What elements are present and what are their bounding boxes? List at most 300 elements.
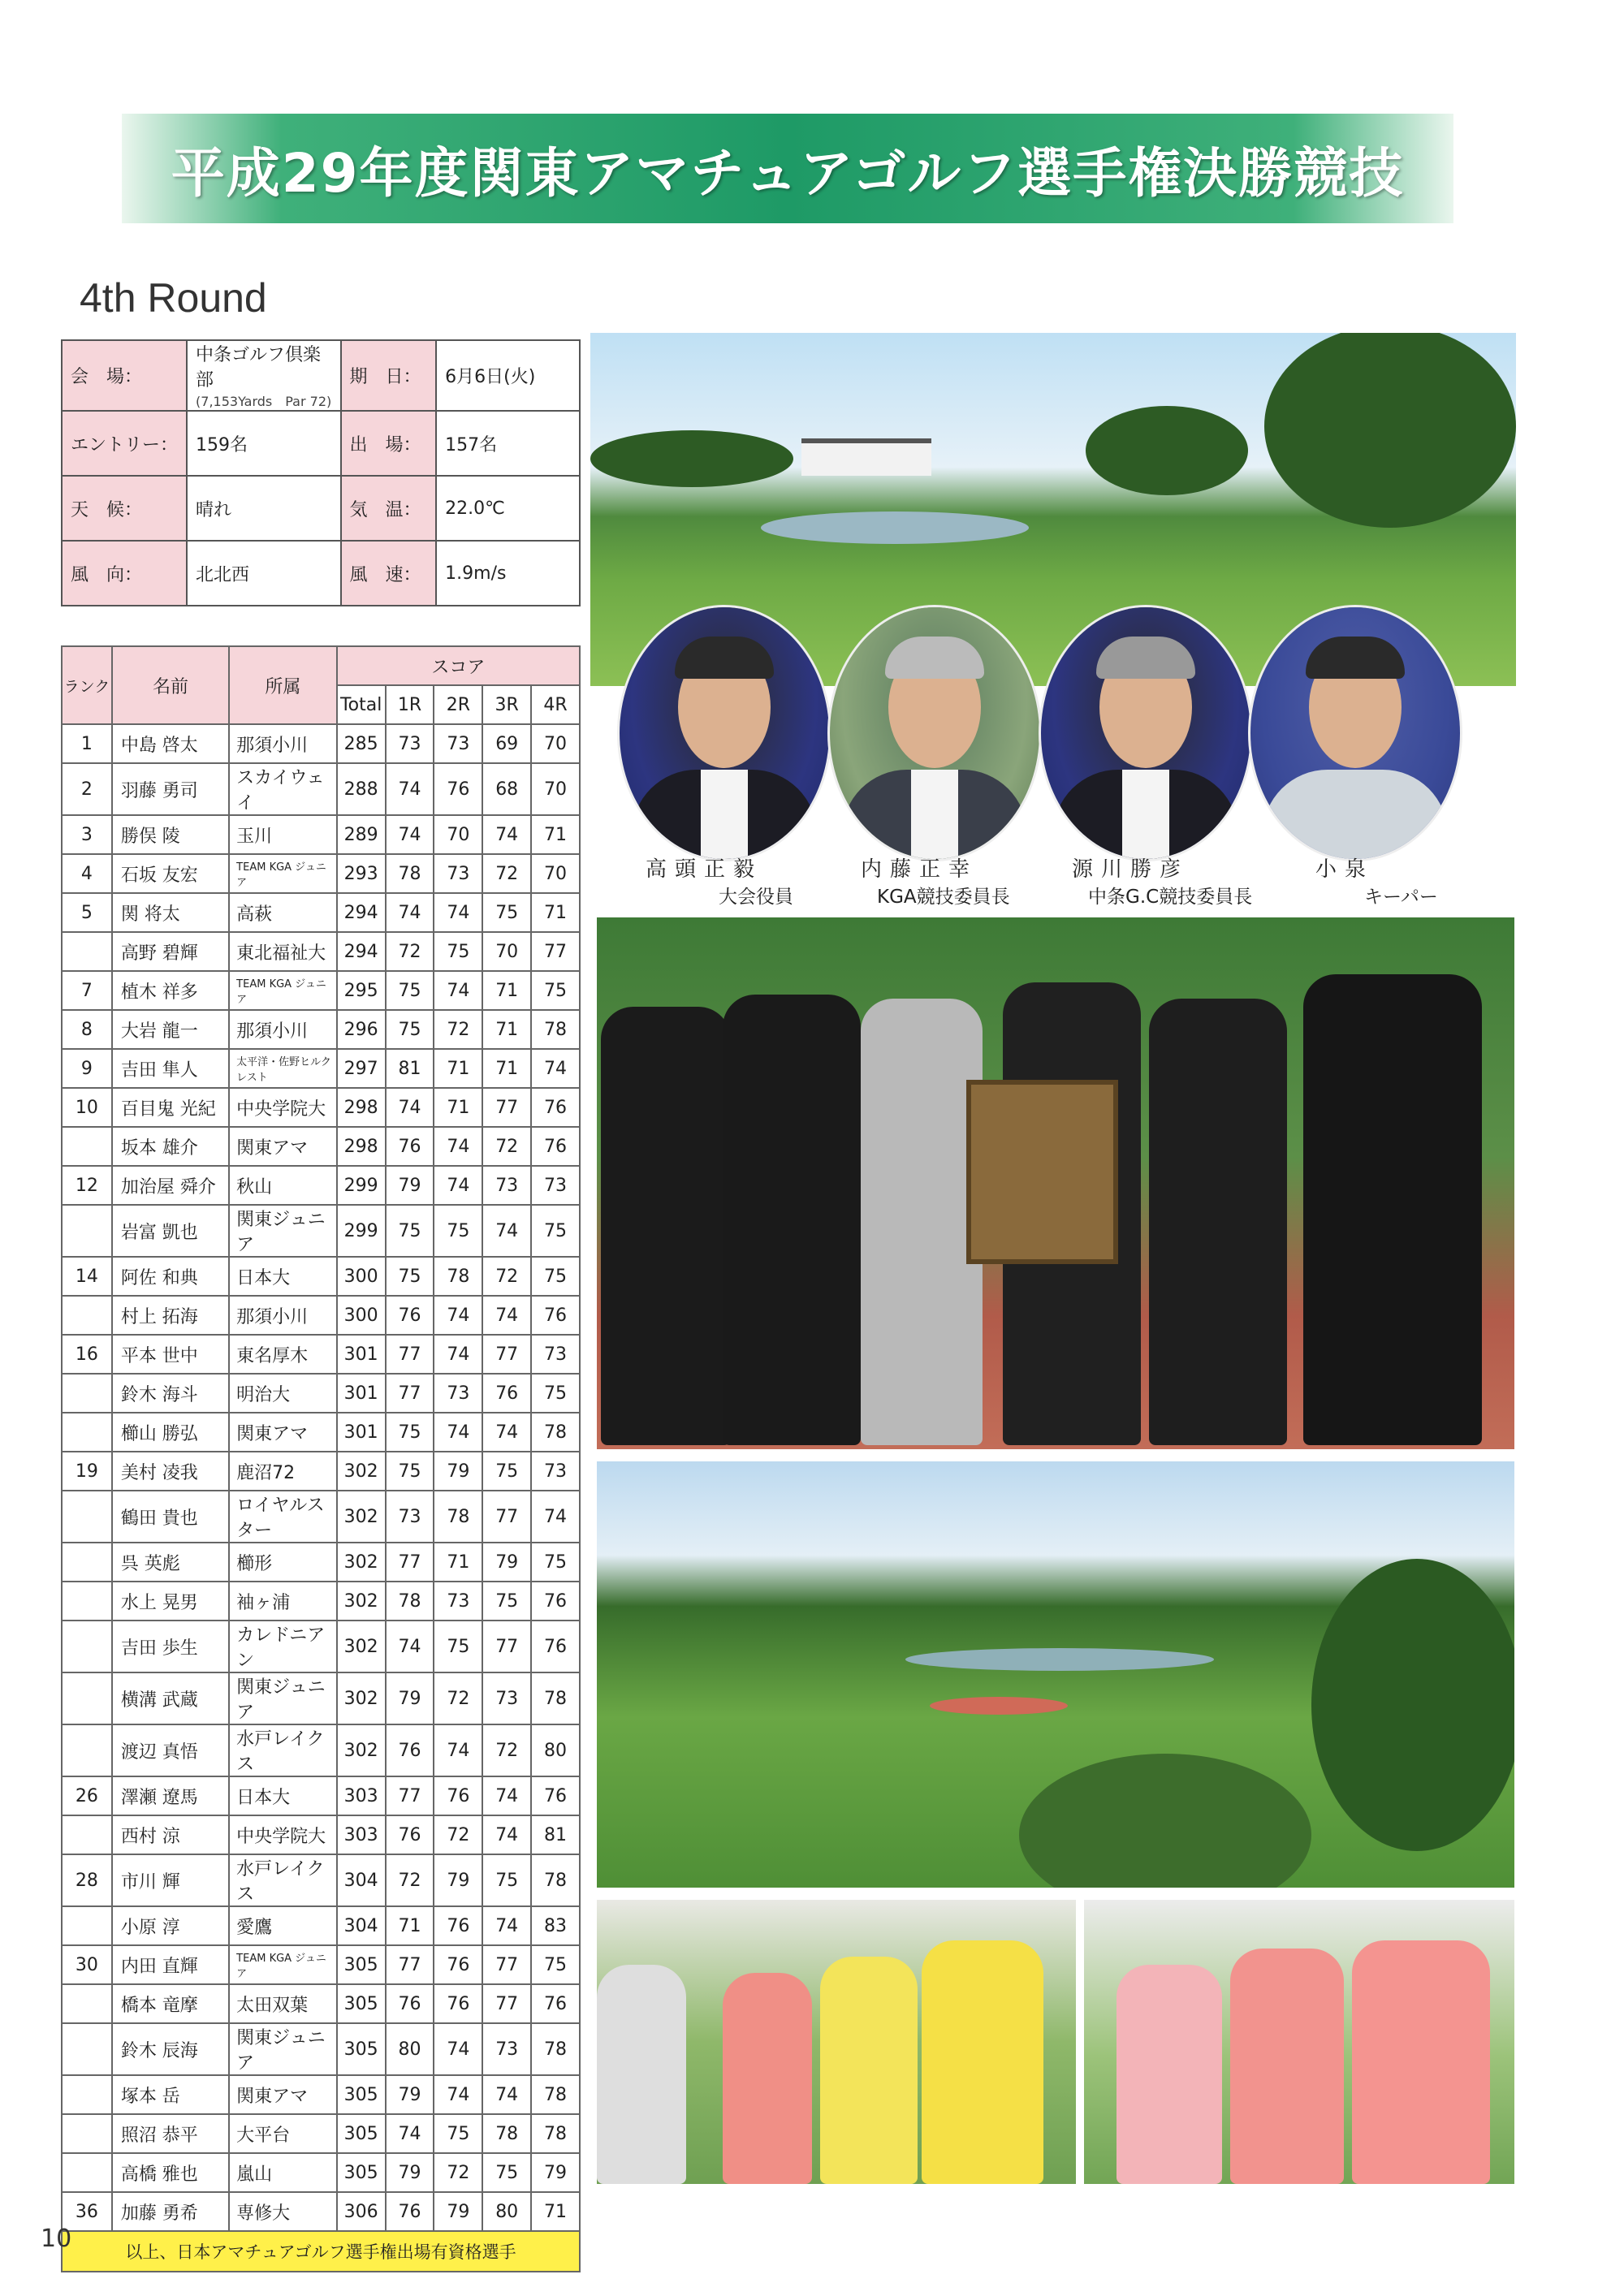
r2-cell: 74 (434, 1166, 482, 1205)
rank-cell (62, 1672, 112, 1724)
table-row (62, 2192, 580, 2231)
r2-cell: 75 (434, 1621, 482, 1672)
total-cell: 297 (337, 1049, 386, 1088)
affiliation-cell: 関東アマ (229, 1413, 337, 1452)
player-name-cell: 石坂 友宏 (112, 854, 229, 893)
rank-cell: 30 (62, 1945, 112, 1984)
r4-cell: 81 (531, 1815, 580, 1854)
r4-cell: 71 (531, 2192, 580, 2231)
player-name-cell: 美村 凌我 (112, 1452, 229, 1491)
total-cell: 294 (337, 932, 386, 971)
player-name-cell: 吉田 隼人 (112, 1049, 229, 1088)
rank-cell: 3 (62, 815, 112, 854)
official-1-name: 高頭正毅 (646, 857, 763, 882)
player-figure (723, 1973, 812, 2184)
rank-cell: 28 (62, 1854, 112, 1906)
r1-cell: 74 (386, 2114, 434, 2153)
affiliation-cell: 関東ジュニア (229, 1672, 337, 1724)
player-name-cell: 阿佐 和典 (112, 1257, 229, 1296)
r2-cell: 74 (434, 2075, 482, 2114)
table-row (62, 2153, 580, 2192)
r1-cell: 77 (386, 1335, 434, 1374)
results-table (61, 645, 581, 2272)
r2-cell: 75 (434, 1205, 482, 1257)
r2-cell: 72 (434, 1672, 482, 1724)
official-photo-2 (830, 607, 1039, 859)
r3-cell: 75 (482, 1582, 531, 1621)
rank-cell: 2 (62, 763, 112, 815)
player-name-cell: 鶴田 貴也 (112, 1491, 229, 1543)
table-row (62, 763, 580, 815)
table-row (62, 1724, 580, 1776)
total-cell: 300 (337, 1257, 386, 1296)
total-cell: 301 (337, 1335, 386, 1374)
player-name-cell: 加治屋 舜介 (112, 1166, 229, 1205)
player-name-cell: 吉田 歩生 (112, 1621, 229, 1672)
r4-cell: 80 (531, 1724, 580, 1776)
total-cell: 299 (337, 1166, 386, 1205)
r2-cell: 76 (434, 1945, 482, 1984)
official-3-name: 源川勝彦 (1072, 857, 1190, 882)
table-row (62, 724, 580, 763)
r4-header: 4R (531, 685, 580, 724)
wind-speed-value: 1.9m/s (436, 541, 580, 606)
r4-cell: 76 (531, 1296, 580, 1335)
r4-cell: 75 (531, 1257, 580, 1296)
r4-cell: 76 (531, 1621, 580, 1672)
rank-cell: 14 (62, 1257, 112, 1296)
r4-cell: 83 (531, 1906, 580, 1945)
r3-cell: 79 (482, 1543, 531, 1582)
player-name-cell: 坂本 雄介 (112, 1127, 229, 1166)
affiliation-cell: 秋山 (229, 1166, 337, 1205)
shirt-shape (1122, 770, 1169, 859)
r2-cell: 72 (434, 1010, 482, 1049)
affiliation-cell: 日本大 (229, 1776, 337, 1815)
r2-cell: 74 (434, 1127, 482, 1166)
r3-cell: 75 (482, 1452, 531, 1491)
r4-cell: 78 (531, 1413, 580, 1452)
player-name-cell: 横溝 武蔵 (112, 1672, 229, 1724)
rank-cell (62, 1413, 112, 1452)
player-name-cell: 照沼 恭平 (112, 2114, 229, 2153)
date-label: 期 日： (341, 340, 437, 411)
shirt-shape (911, 770, 958, 859)
entry-label: エントリー： (62, 411, 187, 476)
r1-cell: 74 (386, 893, 434, 932)
r3-cell: 72 (482, 854, 531, 893)
total-cell: 300 (337, 1296, 386, 1335)
rank-cell (62, 932, 112, 971)
total-cell: 305 (337, 1945, 386, 1984)
rank-cell (62, 2114, 112, 2153)
r4-cell: 74 (531, 1049, 580, 1088)
r4-cell: 75 (531, 1945, 580, 1984)
player-name-cell: 勝俣 陵 (112, 815, 229, 854)
player-name-cell: 鈴木 海斗 (112, 1374, 229, 1413)
wind-direction-label: 風 向： (62, 541, 187, 606)
player-name-cell: 水上 晃男 (112, 1582, 229, 1621)
r2-cell: 71 (434, 1543, 482, 1582)
r1-cell: 78 (386, 1582, 434, 1621)
affiliation-cell: 愛鷹 (229, 1906, 337, 1945)
r1-cell: 77 (386, 1543, 434, 1582)
affiliation-cell: ロイヤルスター (229, 1491, 337, 1543)
tree-shape (1264, 333, 1516, 528)
r4-cell: 75 (531, 1374, 580, 1413)
affiliation-cell: 袖ヶ浦 (229, 1582, 337, 1621)
name-header: 名前 (112, 646, 229, 724)
table-row (62, 1049, 580, 1088)
player-figure (1116, 1965, 1222, 2184)
r3-cell: 69 (482, 724, 531, 763)
r4-cell: 71 (531, 815, 580, 854)
total-cell: 296 (337, 1010, 386, 1049)
r1-cell: 76 (386, 1296, 434, 1335)
r4-cell: 70 (531, 763, 580, 815)
affiliation-cell: 大平台 (229, 2114, 337, 2153)
affiliation-cell: 専修大 (229, 2192, 337, 2231)
player-name-cell: 渡辺 真悟 (112, 1724, 229, 1776)
r4-cell: 73 (531, 1166, 580, 1205)
r1-cell: 76 (386, 1127, 434, 1166)
r3-cell: 71 (482, 971, 531, 1010)
r3-cell: 77 (482, 1945, 531, 1984)
r4-cell: 70 (531, 854, 580, 893)
affiliation-cell: 東北福祉大 (229, 932, 337, 971)
official-3-role: 中条G.C競技委員長 (1088, 887, 1253, 908)
table-row (62, 1088, 580, 1127)
suit-shape (1263, 770, 1448, 859)
r2-cell: 72 (434, 1815, 482, 1854)
trophy-plaque (966, 1080, 1118, 1264)
affiliation-cell: 明治大 (229, 1374, 337, 1413)
r2-cell: 74 (434, 1724, 482, 1776)
r2-cell: 76 (434, 1984, 482, 2023)
player-name-cell: 内田 直輝 (112, 1945, 229, 1984)
affiliation-cell: 日本大 (229, 1257, 337, 1296)
rank-cell (62, 1543, 112, 1582)
wind-speed-label: 風 速： (341, 541, 437, 606)
r4-cell: 76 (531, 1127, 580, 1166)
total-cell: 304 (337, 1854, 386, 1906)
r3-cell: 72 (482, 1724, 531, 1776)
table-row (62, 1335, 580, 1374)
rank-cell (62, 2075, 112, 2114)
player-name-cell: 高橋 雅也 (112, 2153, 229, 2192)
player-figure (1352, 1940, 1490, 2184)
r1-cell: 75 (386, 1413, 434, 1452)
r1-cell: 74 (386, 1088, 434, 1127)
r3-cell: 71 (482, 1049, 531, 1088)
r3-cell: 71 (482, 1010, 531, 1049)
player-name-cell: 村上 拓海 (112, 1296, 229, 1335)
rank-cell (62, 1205, 112, 1257)
r4-cell: 78 (531, 1672, 580, 1724)
total-cell: 305 (337, 2075, 386, 2114)
total-cell: 293 (337, 854, 386, 893)
table-row (62, 1257, 580, 1296)
player-name-cell: 鈴木 辰海 (112, 2023, 229, 2075)
affiliation-cell: 関東アマ (229, 2075, 337, 2114)
r1-cell: 76 (386, 1724, 434, 1776)
r4-cell: 73 (531, 1452, 580, 1491)
table-row (62, 815, 580, 854)
total-cell: 305 (337, 2114, 386, 2153)
player-name-cell: 関 将太 (112, 893, 229, 932)
r2-cell: 78 (434, 1491, 482, 1543)
affiliation-cell: 那須小川 (229, 1296, 337, 1335)
affiliation-cell: 高萩 (229, 893, 337, 932)
r1-cell: 76 (386, 1815, 434, 1854)
official-2-name: 内藤正幸 (861, 857, 978, 882)
official-photo-1 (620, 607, 829, 859)
total-cell: 306 (337, 2192, 386, 2231)
total-cell: 302 (337, 1452, 386, 1491)
player-name-cell: 岩富 凱也 (112, 1205, 229, 1257)
rank-cell: 8 (62, 1010, 112, 1049)
r2-cell: 76 (434, 1776, 482, 1815)
total-cell: 302 (337, 1582, 386, 1621)
r1-cell: 75 (386, 971, 434, 1010)
table-row (62, 1854, 580, 1906)
table-row (62, 1205, 580, 1257)
official-photo-4 (1250, 607, 1460, 859)
player-name-cell: 西村 涼 (112, 1815, 229, 1854)
entry-value: 159名 (187, 411, 340, 476)
table-row (62, 1776, 580, 1815)
course-photo-fairway (597, 1461, 1514, 1888)
total-header: Total (337, 685, 386, 724)
r1-cell: 74 (386, 763, 434, 815)
rank-header: ランク (62, 646, 112, 724)
results-body (62, 724, 580, 2231)
r2-cell: 74 (434, 971, 482, 1010)
affiliation-cell: 中央学院大 (229, 1815, 337, 1854)
total-cell: 305 (337, 2023, 386, 2075)
page-title: 平成29年度関東アマチュアゴルフ選手権決勝競技 (171, 142, 1405, 205)
total-cell: 302 (337, 1491, 386, 1543)
rank-cell: 7 (62, 971, 112, 1010)
r3-cell: 77 (482, 1621, 531, 1672)
table-row (62, 854, 580, 893)
rank-cell (62, 1906, 112, 1945)
r3-cell: 77 (482, 1491, 531, 1543)
affiliation-cell: 水戸レイクス (229, 1854, 337, 1906)
r4-cell: 76 (531, 1088, 580, 1127)
r2-cell: 75 (434, 2114, 482, 2153)
table-row (62, 1491, 580, 1543)
r2-cell: 71 (434, 1088, 482, 1127)
r2-cell: 73 (434, 854, 482, 893)
player-name-cell: 中島 啓太 (112, 724, 229, 763)
player-name-cell: 平本 世中 (112, 1335, 229, 1374)
r3-cell: 72 (482, 1257, 531, 1296)
player-figure (1149, 999, 1287, 1445)
r4-cell: 76 (531, 1776, 580, 1815)
total-cell: 294 (337, 893, 386, 932)
rank-cell (62, 1621, 112, 1672)
r4-cell: 78 (531, 2075, 580, 2114)
table-row (62, 932, 580, 971)
players-photo-1 (597, 1900, 1076, 2184)
affiliation-cell: 太平洋・佐野ヒルクレスト (229, 1049, 337, 1088)
r1-cell: 75 (386, 1257, 434, 1296)
rank-cell (62, 1127, 112, 1166)
rank-cell: 9 (62, 1049, 112, 1088)
table-row (62, 971, 580, 1010)
hair-shape (885, 637, 984, 679)
player-name-cell: 塚本 岳 (112, 2075, 229, 2114)
r3-cell: 78 (482, 2114, 531, 2153)
player-figure (1230, 1949, 1344, 2184)
table-row (62, 1621, 580, 1672)
hair-shape (675, 637, 774, 679)
total-cell: 303 (337, 1815, 386, 1854)
table-row (62, 1945, 580, 1984)
date-value: 6月6日(火) (436, 340, 580, 411)
r1-header: 1R (386, 685, 434, 724)
venue-value: 中条ゴルフ倶楽部 (7,153Yards Par 72) (187, 340, 340, 411)
r1-cell: 72 (386, 932, 434, 971)
venue-detail: (7,153Yards Par 72) (196, 394, 332, 409)
player-figure (922, 1940, 1043, 2184)
player-figure (1303, 974, 1482, 1445)
r2-cell: 74 (434, 1335, 482, 1374)
player-figure (723, 995, 861, 1445)
qualifier-note: 以上、日本アマチュアゴルフ選手権出場有資格選手 (62, 2231, 580, 2272)
total-cell: 302 (337, 1621, 386, 1672)
rank-cell (62, 1724, 112, 1776)
r2-cell: 74 (434, 2023, 482, 2075)
weather-value: 晴れ (187, 476, 340, 541)
rank-cell: 10 (62, 1088, 112, 1127)
r1-cell: 79 (386, 2153, 434, 2192)
rank-cell (62, 1984, 112, 2023)
r2-cell: 79 (434, 1854, 482, 1906)
starters-label: 出 場： (341, 411, 437, 476)
table-row (62, 893, 580, 932)
rank-cell: 5 (62, 893, 112, 932)
total-cell: 302 (337, 1724, 386, 1776)
table-row (62, 2023, 580, 2075)
rank-cell: 1 (62, 724, 112, 763)
official-4-role: キーパー (1364, 887, 1438, 908)
r1-cell: 77 (386, 1776, 434, 1815)
r4-cell: 76 (531, 1984, 580, 2023)
affiliation-cell: 鹿沼72 (229, 1452, 337, 1491)
table-row (62, 2075, 580, 2114)
r2-cell: 71 (434, 1049, 482, 1088)
table-row (62, 2114, 580, 2153)
pond-shape (905, 1648, 1214, 1671)
affiliation-cell: スカイウェイ (229, 763, 337, 815)
tree-shape (1311, 1559, 1514, 1851)
r2-cell: 79 (434, 2192, 482, 2231)
player-figure (601, 1007, 731, 1445)
r3-cell: 74 (482, 1906, 531, 1945)
total-cell: 302 (337, 1672, 386, 1724)
total-cell: 298 (337, 1127, 386, 1166)
table-row (62, 1906, 580, 1945)
official-2-role: KGA競技委員長 (877, 887, 1010, 908)
r3-cell: 72 (482, 1127, 531, 1166)
r3-header: 3R (482, 685, 531, 724)
table-row (62, 1166, 580, 1205)
r2-cell: 76 (434, 763, 482, 815)
affiliation-cell: 関東ジュニア (229, 1205, 337, 1257)
r2-cell: 76 (434, 1906, 482, 1945)
total-cell: 295 (337, 971, 386, 1010)
r1-cell: 75 (386, 1205, 434, 1257)
official-1-role: 大会役員 (719, 887, 793, 908)
r2-cell: 73 (434, 1374, 482, 1413)
player-name-cell: 加藤 勇希 (112, 2192, 229, 2231)
hair-shape (1096, 637, 1195, 679)
r1-cell: 78 (386, 854, 434, 893)
player-name-cell: 高野 碧輝 (112, 932, 229, 971)
table-row (62, 1815, 580, 1854)
official-4-name: 小泉 (1315, 857, 1375, 882)
affiliation-cell: 水戸レイクス (229, 1724, 337, 1776)
r1-cell: 74 (386, 815, 434, 854)
table-row (62, 1127, 580, 1166)
tree-shape (590, 430, 793, 487)
r1-cell: 79 (386, 1672, 434, 1724)
table-row (62, 1543, 580, 1582)
shirt-shape (701, 770, 748, 859)
r3-cell: 77 (482, 1088, 531, 1127)
total-cell: 304 (337, 1906, 386, 1945)
flowerbed-shape (930, 1697, 1068, 1715)
player-name-cell: 呉 英彪 (112, 1543, 229, 1582)
r3-cell: 74 (482, 1776, 531, 1815)
player-name-cell: 澤瀬 遼馬 (112, 1776, 229, 1815)
total-cell: 302 (337, 1543, 386, 1582)
total-cell: 288 (337, 763, 386, 815)
r4-cell: 70 (531, 724, 580, 763)
player-name-cell: 植木 祥多 (112, 971, 229, 1010)
r2-cell: 70 (434, 815, 482, 854)
r1-cell: 77 (386, 1945, 434, 1984)
player-figure (820, 1957, 918, 2184)
r3-cell: 77 (482, 1335, 531, 1374)
r2-cell: 78 (434, 1257, 482, 1296)
r1-cell: 76 (386, 2192, 434, 2231)
affiliation-cell: TEAM KGA ジュニア (229, 971, 337, 1010)
tree-shape (1086, 406, 1248, 495)
rank-cell: 4 (62, 854, 112, 893)
r1-cell: 80 (386, 2023, 434, 2075)
r2-cell: 74 (434, 1413, 482, 1452)
total-cell: 285 (337, 724, 386, 763)
total-cell: 301 (337, 1374, 386, 1413)
r4-cell: 75 (531, 1543, 580, 1582)
total-cell: 299 (337, 1205, 386, 1257)
r1-cell: 72 (386, 1854, 434, 1906)
r4-cell: 75 (531, 1205, 580, 1257)
r3-cell: 75 (482, 2153, 531, 2192)
r3-cell: 77 (482, 1984, 531, 2023)
table-row (62, 1296, 580, 1335)
official-figure (597, 1965, 686, 2184)
table-row (62, 1582, 580, 1621)
affiliation-cell: TEAM KGA ジュニア (229, 854, 337, 893)
temp-value: 22.0℃ (436, 476, 580, 541)
score-header: スコア (337, 646, 580, 685)
event-info-table (61, 339, 581, 606)
rank-cell (62, 2023, 112, 2075)
